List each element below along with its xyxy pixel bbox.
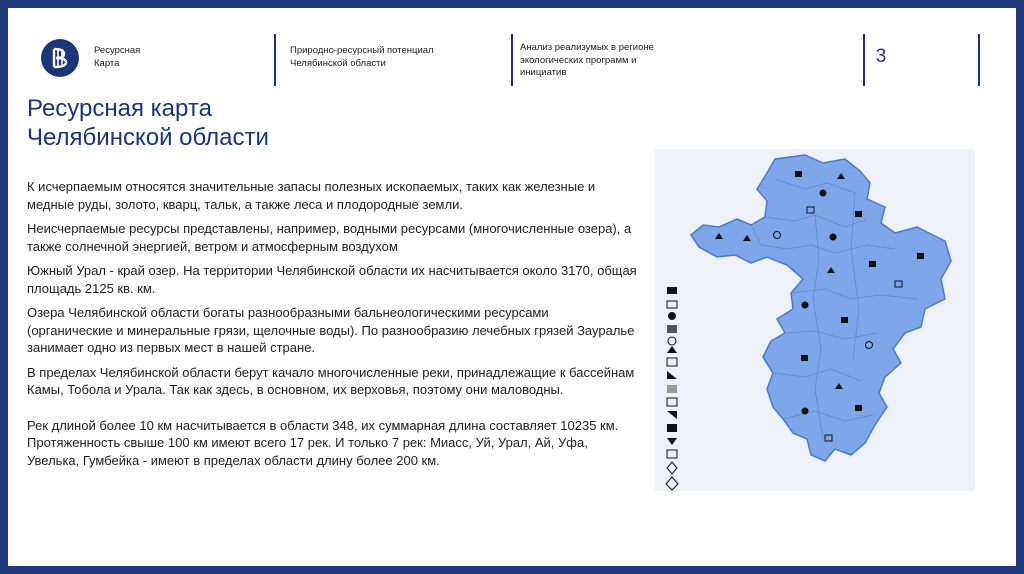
paragraph-river-lengths: Рек длиной более 10 км насчитывается в области 348, их суммарная длина составляет 10235 км. Протяженность свыше 100 км имеют всего 17 рек. И только 7 рек: Миасс, Уй, Урал, Ай, Уфа, Увелька, Гумбейка - имеют в пределах области длину более 200 км. — [27, 417, 619, 468]
header-section-1-label: Ресурсная Карта — [94, 45, 141, 69]
header-divider — [511, 34, 513, 86]
page-title: Ресурсная карта Челябинской области — [27, 95, 269, 151]
hse-logo — [41, 39, 79, 77]
header-divider — [274, 34, 276, 86]
header-section-resource-map[interactable] — [94, 45, 254, 70]
header-section-eco-programs[interactable] — [520, 42, 700, 80]
paragraph-lakes: Южный Урал - край озер. На территории Челябинской области их насчитывается около 3170, общая площадь 2125 кв. км. — [27, 263, 637, 296]
body-text — [27, 178, 637, 476]
paragraph-balneological: Озера Челябинской области богаты разнообразными бальнеологическими ресурсами (органические и минеральные грязи, щелочные воды). По разнообразию лечебных грязей Зауралье занимает одно из первых мест в нашей стране. — [27, 305, 635, 355]
chelyabinsk-region-shape — [691, 155, 951, 461]
header-divider — [863, 34, 865, 86]
header-section-2-label: Природно-ресурсный потенциал Челябинской области — [290, 45, 434, 69]
resource-map-graphic — [655, 149, 975, 491]
map-legend — [666, 287, 678, 490]
header-section-natural-resources[interactable] — [290, 45, 500, 70]
resource-map-image — [655, 149, 975, 491]
paragraph-rivers: В пределах Челябинской области берут качало многочисленные реки, принадлежащие к бассейнам Камы, Тобола и Урала. Так как здесь, в основном, их верховья, поэтому они маловодны. — [27, 364, 635, 397]
header-section-3-label: Анализ реализумых в регионе экологических программ и инициатив — [520, 42, 654, 78]
slide — [8, 8, 1016, 566]
page-number: 3 — [875, 46, 887, 67]
paragraph-exhaustible-resources: К исчерпаемым относятся значительные запасы полезных ископаемых, таких как железные и медные руды, золото, кварц, тальк, а также леса и плодородные земли. — [27, 179, 596, 212]
header-divider — [978, 34, 980, 86]
paragraph-inexhaustible-resources: Неисчерпаемые ресурсы представлены, например, водными ресурсами (многочисленные озера), а также солнечной энергией, ветром и атмосферным воздухом — [27, 221, 632, 254]
